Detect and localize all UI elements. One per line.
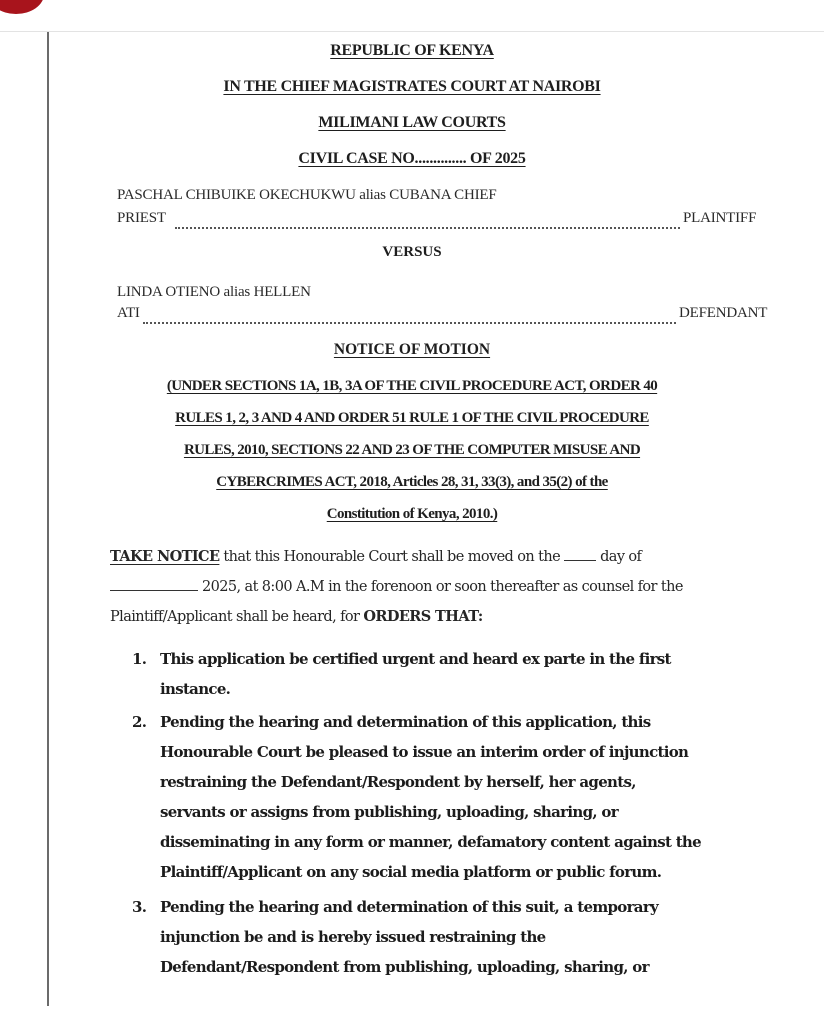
order-line: instance. — [160, 680, 231, 698]
statutory-basis-line: RULES, 2010, SECTIONS 22 AND 23 OF THE COMPUTER MISUSE AND — [183, 442, 641, 458]
plaintiff-dots — [175, 227, 680, 229]
notice-text: Plaintiff/Applicant shall be heard, for — [110, 609, 364, 625]
header-law-courts: MILIMANI LAW COURTS — [318, 114, 506, 131]
take-notice-lead: TAKE NOTICE — [110, 548, 220, 565]
header-court: IN THE CHIEF MAGISTRATES COURT AT NAIROBI — [223, 78, 601, 95]
order-line: Plaintiff/Applicant on any social media platform or public forum. — [160, 863, 662, 881]
defendant-name-cont: ATI — [117, 305, 140, 321]
order-item-1 — [132, 644, 812, 704]
order-item-2 — [132, 707, 812, 887]
statutory-basis-line: RULES 1, 2, 3 AND 4 AND ORDER 51 RULE 1 OF THE CIVIL PROCEDURE — [175, 410, 649, 426]
order-line: This application be certified urgent and heard ex parte in the first — [160, 650, 671, 668]
order-line: restraining the Defendant/Respondent by herself, her agents, — [160, 773, 636, 791]
notice-text: 2025, at 8:00 A.M in the forenoon or soon thereafter as counsel for the — [198, 579, 683, 595]
order-number: 1. — [132, 650, 147, 668]
defendant-name: LINDA OTIENO alias HELLEN — [117, 284, 311, 300]
profile-avatar-icon[interactable] — [0, 0, 44, 14]
order-number: 2. — [132, 713, 147, 731]
header-case-number: CIVIL CASE NO.............. OF 2025 — [298, 150, 526, 167]
statutory-basis-line: (UNDER SECTIONS 1A, 1B, 3A OF THE CIVIL PROCEDURE ACT, ORDER 40 — [166, 378, 658, 394]
defendant-role: DEFENDANT — [679, 305, 768, 321]
order-line: Pending the hearing and determination of this application, this — [160, 713, 651, 731]
order-item-3 — [132, 892, 812, 982]
plaintiff-role: PLAINTIFF — [683, 210, 757, 226]
notice-line-1 — [110, 542, 790, 572]
order-line: injunction be and is hereby issued restraining the — [160, 928, 546, 946]
notice-text: day of — [596, 549, 642, 565]
order-line: Defendant/Respondent from publishing, uploading, sharing, or — [160, 958, 649, 976]
order-number: 3. — [132, 898, 147, 916]
defendant-dots — [143, 322, 676, 324]
take-notice-paragraph — [110, 542, 790, 632]
order-line: disseminating in any form or manner, defamatory content against the — [160, 833, 701, 851]
header-republic: REPUBLIC OF KENYA — [330, 42, 494, 59]
notice-of-motion-title: NOTICE OF MOTION — [333, 341, 491, 358]
order-line: Pending the hearing and determination of this suit, a temporary — [160, 898, 659, 916]
order-line: servants or assigns from publishing, uploading, sharing, or — [160, 803, 618, 821]
statutory-basis-line: CYBERCRIMES ACT, 2018, Articles 28, 31, 33(3), and 35(2) of the — [216, 474, 608, 490]
plaintiff-name-cont: PRIEST — [117, 210, 166, 226]
versus-label: VERSUS — [382, 244, 442, 260]
top-bar — [0, 0, 824, 32]
month-blank — [110, 589, 198, 591]
notice-line-3 — [110, 602, 790, 632]
notice-text: that this Honourable Court shall be moved on the — [219, 549, 565, 565]
notice-line-2 — [110, 572, 790, 602]
orders-that-label: ORDERS THAT: — [363, 608, 483, 625]
plaintiff-name: PASCHAL CHIBUIKE OKECHUKWU alias CUBANA CHIEF — [117, 187, 497, 203]
statutory-basis-line: Constitution of Kenya, 2010.) — [326, 506, 498, 522]
order-line: Honourable Court be pleased to issue an interim order of injunction — [160, 743, 689, 761]
day-blank — [564, 559, 596, 561]
